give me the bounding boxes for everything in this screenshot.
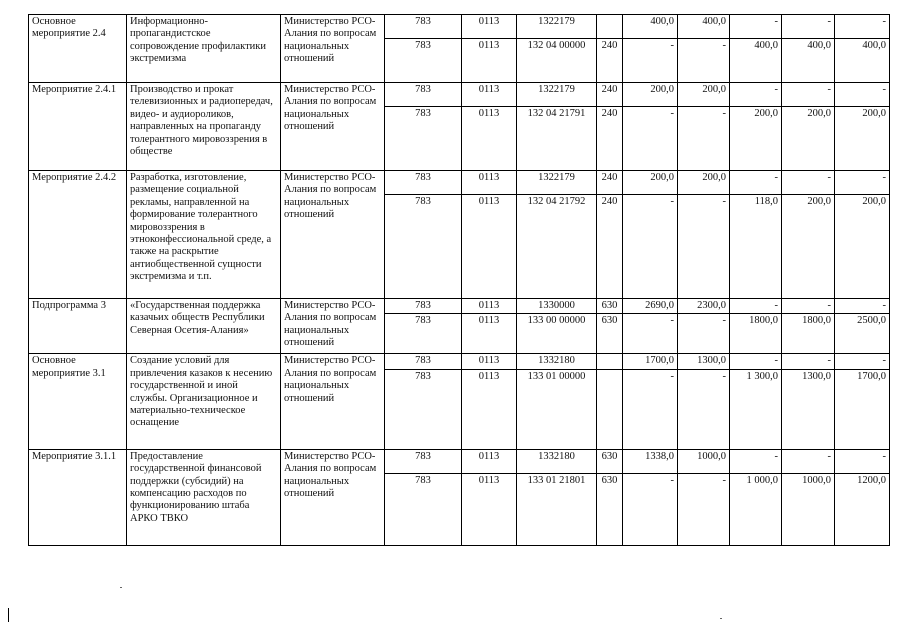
cell-v1: - xyxy=(623,314,678,354)
cell-grbs: 783 xyxy=(385,314,462,354)
cell-v4: - xyxy=(782,299,835,314)
table-row xyxy=(29,299,890,314)
cell-v5: 1700,0 xyxy=(835,369,890,449)
cell-v4: 1300,0 xyxy=(782,369,835,449)
table-row xyxy=(29,171,890,195)
cell-v1: 200,0 xyxy=(623,83,678,107)
row-description: Разработка, изготовление, размещение социальной рекламы, направленной на формирование толерантного мировоззрения в этноконфессиональной среде, а также на раскрытие антиобщественной сущности экстремизма и т.п. xyxy=(127,171,281,299)
cell-v4: - xyxy=(782,449,835,473)
cell-grbs: 783 xyxy=(385,449,462,473)
budget-table xyxy=(28,14,890,546)
cell-v4: - xyxy=(782,171,835,195)
scan-speck xyxy=(120,587,122,588)
cell-csr: 133 01 21801 xyxy=(517,473,597,545)
cell-csr: 1332180 xyxy=(517,354,597,369)
cell-v5: - xyxy=(835,171,890,195)
row-name: Мероприятие 2.4.2 xyxy=(29,171,127,299)
cell-v3: - xyxy=(730,15,782,39)
cell-v1: - xyxy=(623,195,678,299)
table-row xyxy=(29,15,890,39)
cell-csr: 1322179 xyxy=(517,171,597,195)
cell-vr: 630 xyxy=(597,314,623,354)
cell-csr: 132 04 00000 xyxy=(517,39,597,83)
cell-v5: - xyxy=(835,449,890,473)
cell-v5: 1200,0 xyxy=(835,473,890,545)
cell-rzpr: 0113 xyxy=(462,171,517,195)
cell-rzpr: 0113 xyxy=(462,369,517,449)
cell-rzpr: 0113 xyxy=(462,39,517,83)
cell-v1: - xyxy=(623,369,678,449)
cell-v2: 200,0 xyxy=(678,83,730,107)
cell-vr: 240 xyxy=(597,107,623,171)
cell-v3: 1 300,0 xyxy=(730,369,782,449)
cell-v1: - xyxy=(623,473,678,545)
table-row xyxy=(29,354,890,369)
cell-grbs: 783 xyxy=(385,473,462,545)
cell-v4: - xyxy=(782,354,835,369)
cell-csr: 133 01 00000 xyxy=(517,369,597,449)
cell-vr: 240 xyxy=(597,83,623,107)
cell-v4: 1800,0 xyxy=(782,314,835,354)
row-name: Основное мероприятие 3.1 xyxy=(29,354,127,449)
cell-grbs: 783 xyxy=(385,83,462,107)
cell-v1: 1338,0 xyxy=(623,449,678,473)
cell-csr: 1322179 xyxy=(517,15,597,39)
table-row xyxy=(29,83,890,107)
cell-v2: - xyxy=(678,369,730,449)
cell-v5: 200,0 xyxy=(835,195,890,299)
cell-v3: 200,0 xyxy=(730,107,782,171)
cell-csr: 1330000 xyxy=(517,299,597,314)
cell-grbs: 783 xyxy=(385,354,462,369)
cell-v4: 400,0 xyxy=(782,39,835,83)
cell-v3: - xyxy=(730,299,782,314)
cell-v4: - xyxy=(782,83,835,107)
scan-speck xyxy=(720,618,722,619)
cell-v2: - xyxy=(678,473,730,545)
cell-csr: 1322179 xyxy=(517,83,597,107)
cell-v5: - xyxy=(835,354,890,369)
cell-v3: - xyxy=(730,83,782,107)
cell-rzpr: 0113 xyxy=(462,473,517,545)
cell-v2: - xyxy=(678,195,730,299)
cell-v1: - xyxy=(623,39,678,83)
cell-v3: - xyxy=(730,171,782,195)
cell-v2: 1300,0 xyxy=(678,354,730,369)
cell-rzpr: 0113 xyxy=(462,314,517,354)
cell-v5: 2500,0 xyxy=(835,314,890,354)
row-description: «Государственная поддержка казачьих обществ Республики Северная Осетия-Алания» xyxy=(127,299,281,354)
cell-vr: 630 xyxy=(597,449,623,473)
cell-v3: - xyxy=(730,449,782,473)
row-name: Мероприятие 2.4.1 xyxy=(29,83,127,171)
row-description: Информационно-пропагандистское сопровождение профилактики экстремизма xyxy=(127,15,281,83)
cell-grbs: 783 xyxy=(385,107,462,171)
row-executor: Министерство РСО-Алания по вопросам национальных отношений xyxy=(281,15,385,83)
cell-v4: 1000,0 xyxy=(782,473,835,545)
cell-vr: 240 xyxy=(597,39,623,83)
cell-v3: 400,0 xyxy=(730,39,782,83)
cell-vr: 630 xyxy=(597,473,623,545)
cell-v2: - xyxy=(678,39,730,83)
row-name: Основное мероприятие 2.4 xyxy=(29,15,127,83)
cell-csr: 133 00 00000 xyxy=(517,314,597,354)
cell-grbs: 783 xyxy=(385,171,462,195)
cell-v5: - xyxy=(835,83,890,107)
cell-vr: 240 xyxy=(597,195,623,299)
margin-mark xyxy=(8,608,9,622)
cell-v2: - xyxy=(678,107,730,171)
cell-v1: 2690,0 xyxy=(623,299,678,314)
row-description: Создание условий для привлечения казаков к несению государственной и иной службы. Организационное и материально-техническое оснащение xyxy=(127,354,281,449)
cell-rzpr: 0113 xyxy=(462,299,517,314)
cell-v5: - xyxy=(835,15,890,39)
cell-v5: 200,0 xyxy=(835,107,890,171)
cell-vr: 630 xyxy=(597,299,623,314)
cell-grbs: 783 xyxy=(385,369,462,449)
cell-rzpr: 0113 xyxy=(462,354,517,369)
cell-vr xyxy=(597,354,623,369)
row-executor: Министерство РСО-Алания по вопросам национальных отношений xyxy=(281,354,385,449)
cell-v3: 1800,0 xyxy=(730,314,782,354)
cell-csr: 132 04 21791 xyxy=(517,107,597,171)
cell-grbs: 783 xyxy=(385,39,462,83)
cell-grbs: 783 xyxy=(385,299,462,314)
cell-vr xyxy=(597,15,623,39)
row-name: Подпрограмма 3 xyxy=(29,299,127,354)
cell-rzpr: 0113 xyxy=(462,107,517,171)
cell-rzpr: 0113 xyxy=(462,449,517,473)
cell-v1: 1700,0 xyxy=(623,354,678,369)
cell-grbs: 783 xyxy=(385,15,462,39)
cell-v3: 118,0 xyxy=(730,195,782,299)
row-executor: Министерство РСО-Алания по вопросам национальных отношений xyxy=(281,299,385,354)
table-row xyxy=(29,449,890,473)
cell-rzpr: 0113 xyxy=(462,195,517,299)
cell-grbs: 783 xyxy=(385,195,462,299)
cell-rzpr: 0113 xyxy=(462,83,517,107)
cell-vr xyxy=(597,369,623,449)
row-executor: Министерство РСО-Алания по вопросам национальных отношений xyxy=(281,449,385,545)
cell-vr: 240 xyxy=(597,171,623,195)
cell-v1: 200,0 xyxy=(623,171,678,195)
cell-v2: - xyxy=(678,314,730,354)
cell-v3: - xyxy=(730,354,782,369)
row-executor: Министерство РСО-Алания по вопросам национальных отношений xyxy=(281,83,385,171)
row-name: Мероприятие 3.1.1 xyxy=(29,449,127,545)
cell-v2: 200,0 xyxy=(678,171,730,195)
cell-csr: 1332180 xyxy=(517,449,597,473)
cell-v2: 2300,0 xyxy=(678,299,730,314)
cell-v4: - xyxy=(782,15,835,39)
cell-v4: 200,0 xyxy=(782,195,835,299)
cell-v1: - xyxy=(623,107,678,171)
cell-v5: - xyxy=(835,299,890,314)
cell-v1: 400,0 xyxy=(623,15,678,39)
cell-csr: 132 04 21792 xyxy=(517,195,597,299)
cell-v4: 200,0 xyxy=(782,107,835,171)
cell-rzpr: 0113 xyxy=(462,15,517,39)
cell-v2: 400,0 xyxy=(678,15,730,39)
cell-v3: 1 000,0 xyxy=(730,473,782,545)
row-description: Предоставление государственной финансовой поддержки (субсидий) на компенсацию расходов по функционированию штаба АРКО ТВКО xyxy=(127,449,281,545)
cell-v2: 1000,0 xyxy=(678,449,730,473)
row-description: Производство и прокат телевизионных и радиопередач, видео- и аудиороликов, направленных на пропаганду толерантного мировоззрения в обществе xyxy=(127,83,281,171)
row-executor: Министерство РСО-Алания по вопросам национальных отношений xyxy=(281,171,385,299)
cell-v5: 400,0 xyxy=(835,39,890,83)
